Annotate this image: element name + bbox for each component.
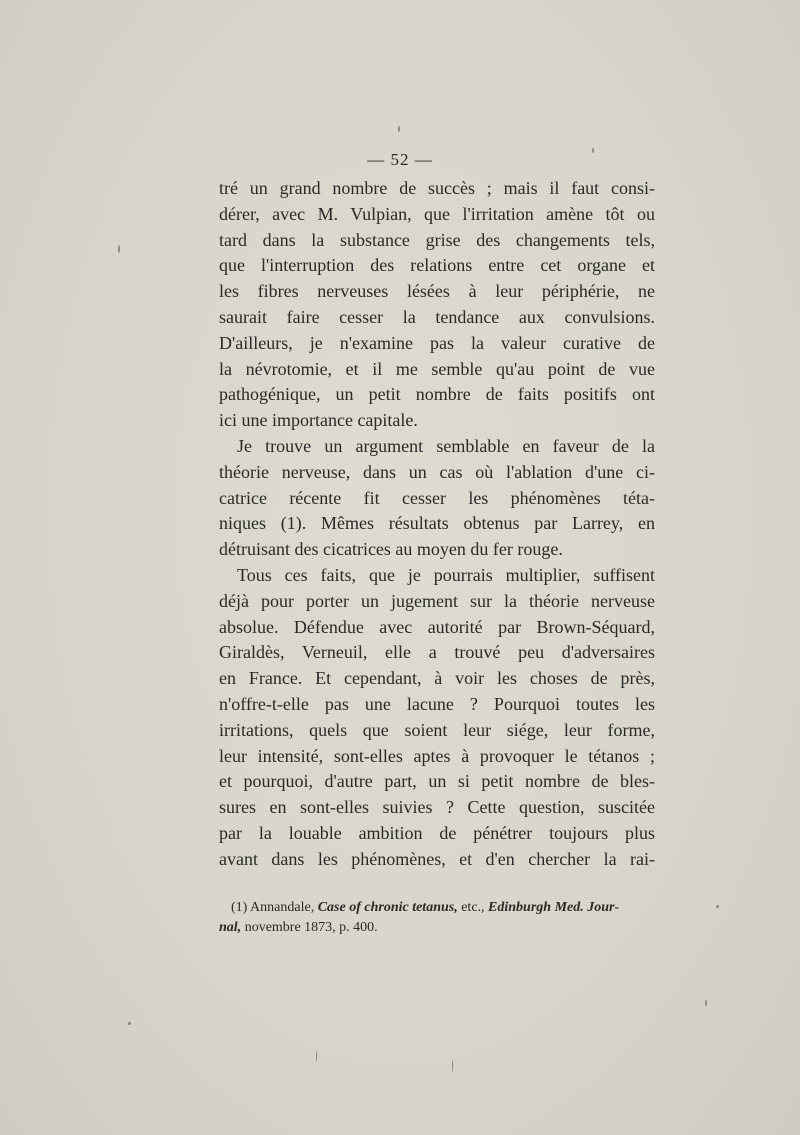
- text-line: Giraldès, Verneuil, elle a trouvé peu d'adversaires: [219, 642, 655, 663]
- text-line: irritations, quels que soient leur siége, leur forme,: [219, 719, 655, 740]
- paper-speck: [118, 245, 120, 253]
- text-line: n'offre-t-elle pas une lacune ? Pourquoi toutes les: [219, 693, 655, 714]
- text-line: déjà pour porter un jugement sur la théorie nerveuse: [219, 590, 655, 611]
- text-line: théorie nerveuse, dans un cas où l'ablation d'une ci-: [219, 461, 655, 482]
- footnote-title: Case of chronic tetanus,: [317, 900, 458, 915]
- footnote-line: [219, 898, 655, 918]
- text-line: leur intensité, sont-elles aptes à provoquer le tétanos ;: [219, 745, 655, 766]
- text-line: pathogénique, un petit nombre de faits positifs ont: [219, 384, 655, 405]
- text-line: tré un grand nombre de succès ; mais il faut consi-: [219, 178, 655, 198]
- text-line: tard dans la substance grise des changements tels,: [219, 229, 655, 250]
- page-number: — 52 —: [367, 150, 433, 169]
- footnote-journal-end: nal,: [219, 920, 242, 935]
- text-line: absolue. Défendue avec autorité par Brown-Séquard,: [219, 616, 655, 637]
- paper-speck: [705, 1000, 707, 1006]
- text-line: que l'interruption des relations entre cet organe et: [219, 255, 655, 276]
- text-line: la névrotomie, et il me semble qu'au point de vue: [219, 358, 655, 379]
- footnote-journal: Edinburgh Med. Jour-: [488, 900, 620, 915]
- text-line: détruisant des cicatrices au moyen du fer rouge.: [219, 539, 563, 560]
- text-line: dérer, avec M. Vulpian, que l'irritation amène tôt ou: [219, 203, 655, 224]
- text-line: ici une importance capitale.: [219, 410, 418, 431]
- footnote-line: [219, 918, 655, 938]
- text-line: Tous ces faits, que je pourrais multiplier, suffisent: [237, 564, 655, 585]
- paper-speck: [592, 148, 594, 153]
- paper-speck: [398, 126, 400, 132]
- text-line: Je trouve un argument semblable en faveur de la: [237, 435, 655, 456]
- body-text: [219, 176, 655, 873]
- text-line: sures en sont-elles suivies ? Cette question, suscitée: [219, 797, 655, 818]
- text-line: catrice récente fit cesser les phénomènes téta-: [219, 487, 655, 508]
- footnote-date: novembre 1873, p. 400.: [241, 920, 378, 935]
- text-line: avant dans les phénomènes, et d'en chercher la rai-: [219, 848, 655, 869]
- paragraph-2: [219, 434, 655, 563]
- footnote-etc: etc.,: [457, 900, 489, 915]
- footnote: [219, 898, 655, 938]
- text-line: en France. Et cependant, à voir les choses de près,: [219, 668, 655, 689]
- text-line: niques (1). Mêmes résultats obtenus par Larrey, en: [219, 513, 655, 534]
- paper-speck: [452, 1060, 453, 1072]
- paragraph-1: [219, 176, 655, 434]
- paper-speck: [716, 905, 719, 908]
- paragraph-3: [219, 563, 655, 873]
- text-line: par la louable ambition de pénétrer toujours plus: [219, 822, 655, 843]
- paper-speck: [316, 1050, 317, 1062]
- footnote-marker: (1) Annandale,: [231, 900, 318, 915]
- text-line: et pourquoi, d'autre part, un si petit nombre de bles-: [219, 771, 655, 792]
- text-line: D'ailleurs, je n'examine pas la valeur curative de: [219, 332, 655, 353]
- text-line: saurait faire cesser la tendance aux convulsions.: [219, 306, 655, 327]
- paper-speck: [128, 1022, 131, 1025]
- text-line: les fibres nerveuses lésées à leur périphérie, ne: [219, 281, 655, 302]
